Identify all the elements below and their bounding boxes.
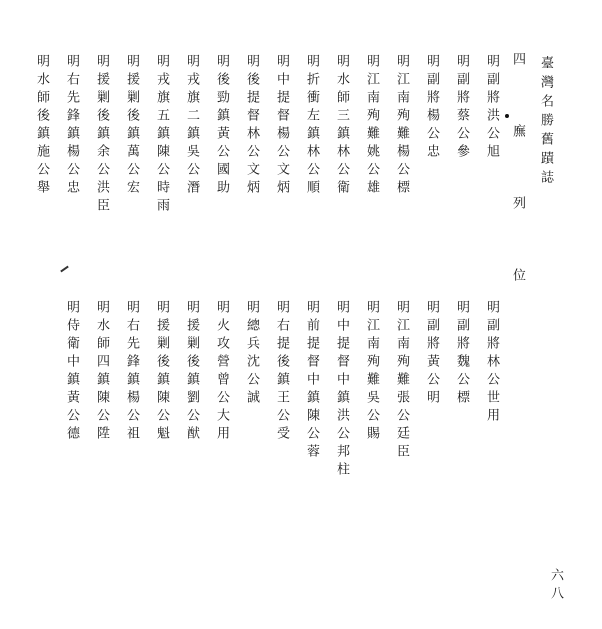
entry-lower-8: 明右提後鎮王公受 <box>274 300 289 444</box>
page-number: 六八 <box>548 568 563 604</box>
entry-upper-3: 明副將楊公忠 <box>424 54 439 162</box>
entry-lower-2: 明副將魏公標 <box>454 300 469 408</box>
entry-upper-6: 明水師三鎮林公衛 <box>334 54 349 198</box>
entry-lower-1: 明副將林公世用 <box>484 300 499 426</box>
entry-upper-1: 明副將洪公旭 <box>484 54 499 162</box>
entry-lower-12: 明援剿後鎮陳公魁 <box>154 300 169 444</box>
entry-upper-2: 明副將蔡公參 <box>454 54 469 162</box>
entry-upper-7: 明折衝左鎮林公順 <box>304 54 319 198</box>
entry-upper-5: 明江南殉難姚公雄 <box>364 54 379 198</box>
entry-upper-12: 明戎旗五鎮陳公時雨 <box>154 54 169 216</box>
entry-upper-14: 明援剿後鎮余公洪臣 <box>94 54 109 216</box>
entry-lower-10: 明火攻營曾公大用 <box>214 300 229 444</box>
entry-upper-10: 明後勁鎮黃公國助 <box>214 54 229 198</box>
entry-lower-13: 明右先鋒鎮楊公祖 <box>124 300 139 444</box>
entry-upper-13: 明援剿後鎮萬公宏 <box>124 54 139 198</box>
entry-lower-5: 明江南殉難吳公賜 <box>364 300 379 444</box>
entry-upper-8: 明中提督楊公文炳 <box>274 54 289 198</box>
entry-lower-14: 明水師四鎮陳公陞 <box>94 300 109 444</box>
entry-lower-4: 明江南殉難張公廷臣 <box>394 300 409 462</box>
section-heading: 四 廡 列 位 <box>510 52 525 303</box>
entry-lower-6: 明中提督中鎮洪公邦柱 <box>334 300 349 480</box>
entry-lower-11: 明援剿後鎮劉公猷 <box>184 300 199 444</box>
entry-lower-3: 明副將黃公明 <box>424 300 439 408</box>
entry-upper-11: 明戎旗二鎮吳公潛 <box>184 54 199 198</box>
entry-lower-9: 明總兵沈公誠 <box>244 300 259 408</box>
entry-upper-16: 明水師後鎮施公舉 <box>34 54 49 198</box>
book-title: 臺灣名勝舊蹟誌 <box>538 56 553 189</box>
entry-upper-4: 明江南殉難楊公標 <box>394 54 409 198</box>
ink-mark <box>60 266 69 273</box>
entry-lower-7: 明前提督中鎮陳公蓉 <box>304 300 319 462</box>
ink-dot <box>505 114 509 118</box>
entry-upper-15: 明右先鋒鎮楊公忠 <box>64 54 79 198</box>
entry-upper-9: 明後提督林公文炳 <box>244 54 259 198</box>
entry-lower-15: 明侍衛中鎮黃公德 <box>64 300 79 444</box>
